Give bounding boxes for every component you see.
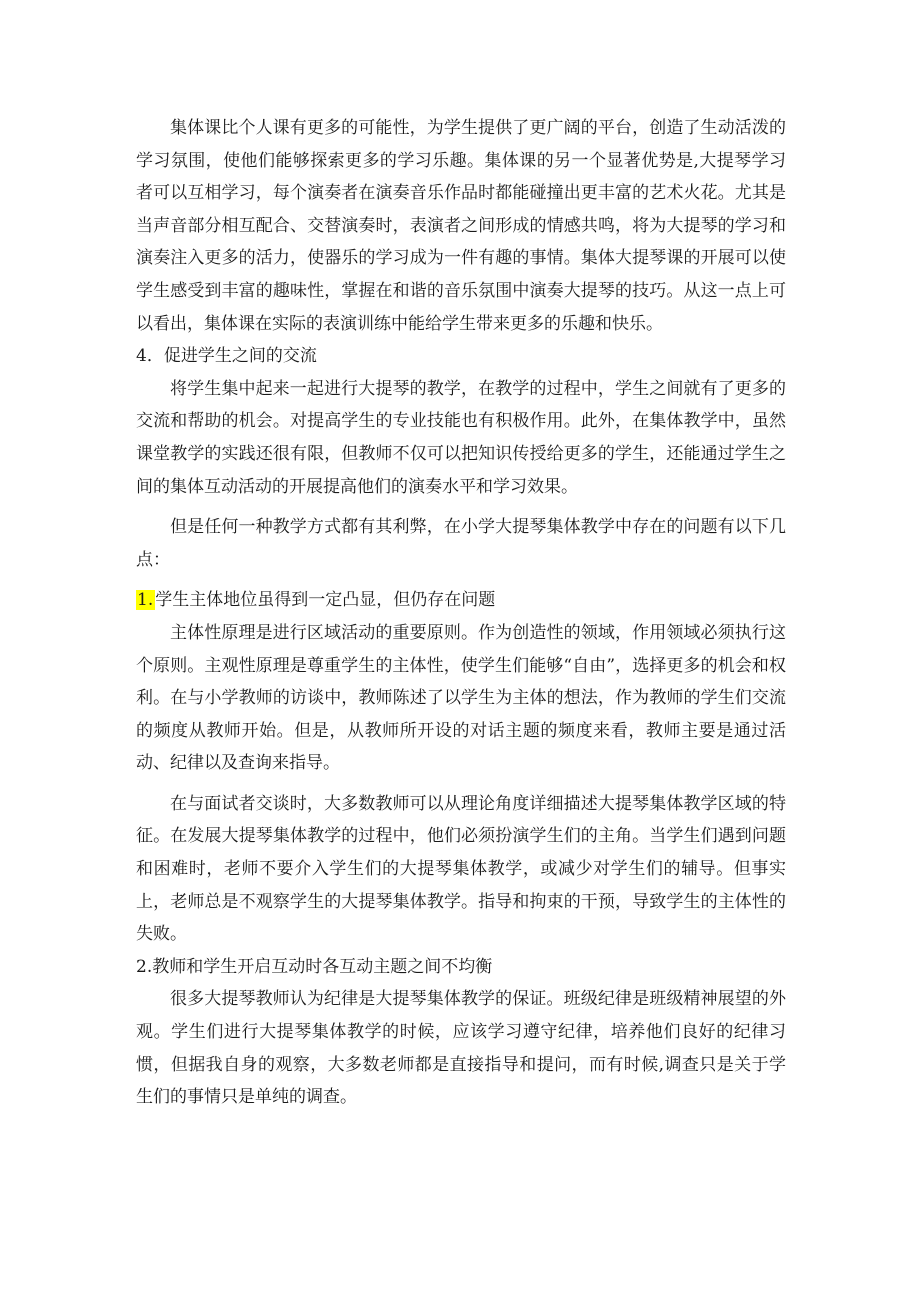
paragraph-student-communication: 将学生集中起来一起进行大提琴的教学，在教学的过程中，学生之间就有了更多的交流和帮助的机会。对提高学生的专业技能也有积极作用。此外，在集体教学中，虽然课堂教学的实践还很有限，但教师不仅可以把知识传授给更多的学生，还能通过学生之间的集体互动活动的开展提高他们的演奏水平和学习效果。 <box>136 378 786 497</box>
paragraph-group-class-benefits: 集体课比个人课有更多的可能性，为学生提供了更广阔的平台，创造了生动活泼的学习氛围，使他们能够探索更多的学习乐趣。集体课的另一个显著优势是,大提琴学习者可以互相学习，每个演奏者在演奏音乐作品时都能碰撞出更丰富的艺术火花。尤其是当声音部分相互配合、交替演奏时，表演者之间形成的情感共鸣，将为大提琴的学习和演奏注入更多的活力，使器乐的学习成为一件有趣的事情。集体大提琴课的开展可以使学生感受到丰富的趣味性，掌握在和谐的音乐氛围中演奏大提琴的技巧。从这一点上可以看出，集体课在实际的表演训练中能给学生带来更多的乐趣和快乐。 <box>136 118 786 334</box>
document-page <box>136 112 786 1114</box>
heading-text: ．促进学生之间的交流 <box>146 346 317 367</box>
paragraph-subjectivity-principle: 主体性原理是进行区域活动的重要原则。作为创造性的领域，作用领域必须执行这个原则。主观性原理是尊重学生的主体性，使学生们能够“自由”，选择更多的机会和权利。在与小学教师的访谈中，教师陈述了以学生为主体的想法，作为教师的学生们交流的频度从教师开始。但是，从教师所开设的对话主题的频度来看，教师主要是通过活动、纪律以及查询来指导。 <box>136 622 786 774</box>
paragraph-discipline: 很多大提琴教师认为纪律是大提琴集体教学的保证。班级纪律是班级精神展望的外观。学生们进行大提琴集体教学的时候，应该学习遵守纪律，培养他们良好的纪律习惯，但据我自身的观察，大多数老师都是直接指导和提问，而有时候,调查只是关于学生们的事情只是单纯的调查。 <box>136 989 786 1108</box>
paragraph-interview-findings: 在与面试者交谈时，大多数教师可以从理论角度详细描述大提琴集体教学区域的特征。在发展大提琴集体教学的过程中，他们必须扮演学生们的主角。当学生们遇到问题和困难时，老师不要介入学生们的大提琴集体教学，或减少对学生们的辅导。但事实上，老师总是不观察学生的大提琴集体教学。指导和拘束的干预，导致学生的主体性的失败。 <box>136 793 786 945</box>
problem-heading-2: 2.教师和学生开启互动时各互动主题之间不均衡 <box>136 956 493 977</box>
heading-text: 学生主体地位虽得到一定凸显，但仍存在问题 <box>155 590 496 611</box>
problem-heading-1 <box>136 584 786 617</box>
heading-number: 4 <box>136 346 147 367</box>
paragraph-problems-intro: 但是任何一种教学方式都有其利弊，在小学大提琴集体教学中存在的问题有以下几点： <box>136 517 786 570</box>
section-heading-4 <box>136 340 786 373</box>
highlighted-number: 1. <box>137 590 154 611</box>
